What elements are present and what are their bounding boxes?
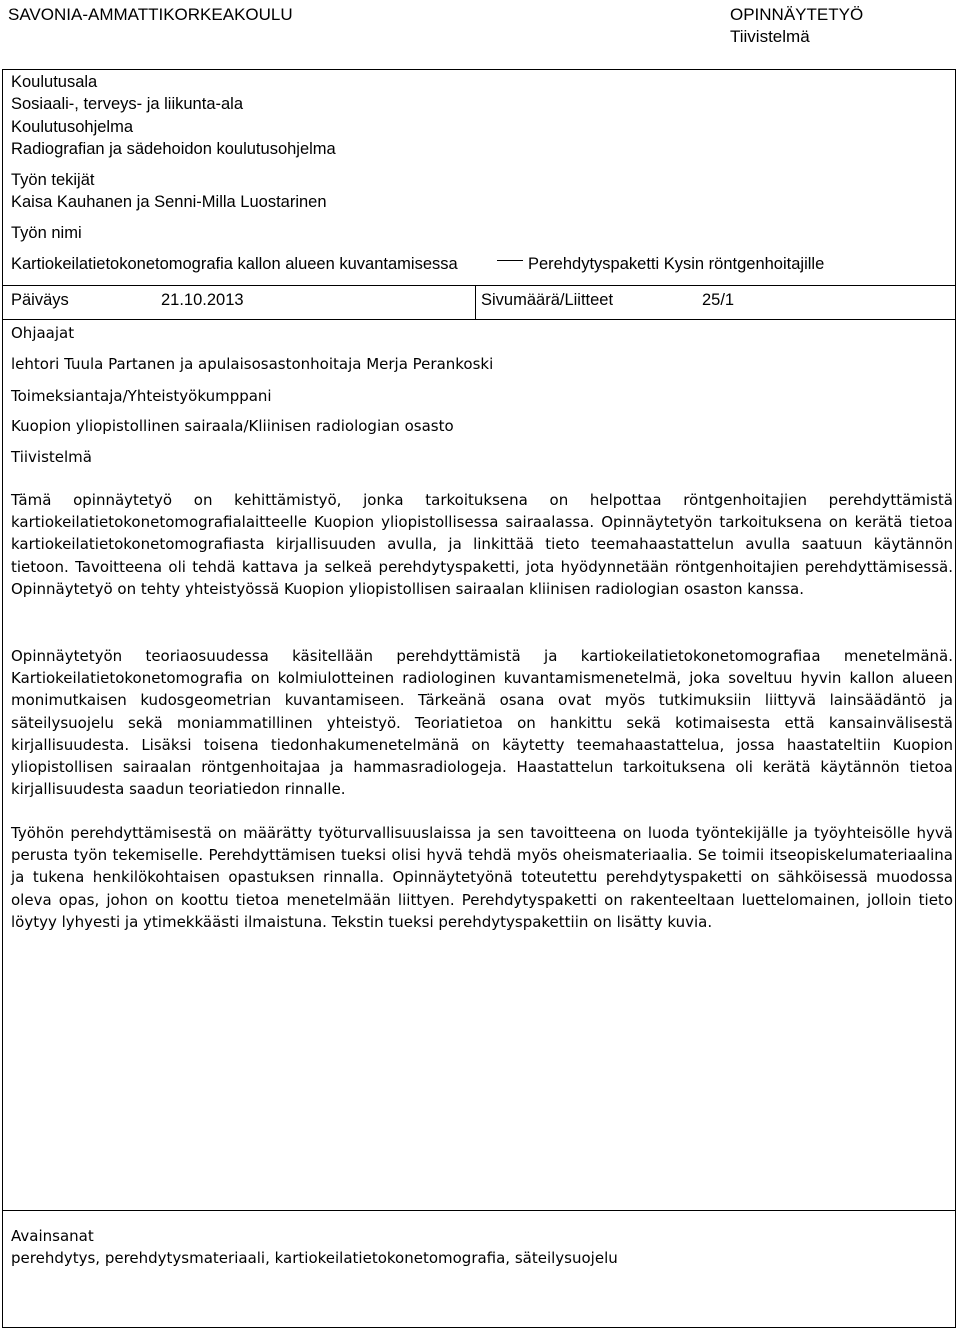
authors-value: Kaisa Kauhanen ja Senni-Milla Luostarinen [11, 193, 327, 211]
abstract-paragraph-3: Työhön perehdyttämisestä on määrätty työturvallisuuslaissa ja sen tavoitteena on luoda työntekijälle ja työyhteisölle hyvä perusta työn tekemiselle. Perehdyttämisen tueksi olisi hyvä tehdä myös oheismateriaalia. Se toimii itseopiskelumateriaalina ja tukena henkilökohtaisen opastuksen rinnalla. Opinnäytetyönä toteutettu perehdytyspaketti on sähköisessä muodossa oleva opas, johon on koottu tietoa menetelmään liittyen. Perehdytyspaketti on rakenteeltaan luettelomainen, jolloin tieto löytyy lyhyesti ja ytimekkäästi ilmaistuna. Tekstin tueksi perehdytyspakettiin on lisätty kuvia. [11, 824, 953, 931]
field-label: Koulutusala [11, 73, 98, 91]
date-value: 21.10.2013 [161, 291, 244, 309]
document-subtype-label: Tiivistelmä [730, 27, 810, 46]
thesis-title-part1: Kartiokeilatietokonetomografia kallon alueen kuvantamisessa [11, 255, 458, 273]
title-label: Työn nimi [11, 224, 82, 242]
keywords-value: perehdytys, perehdytysmateriaali, kartiokeilatietokonetomografia, säteilysuojelu [11, 1249, 618, 1267]
partner-label: Toimeksiantaja/Yhteistyökumppani [11, 387, 272, 405]
supervisors-value: lehtori Tuula Partanen ja apulaisosastonhoitaja Merja Perankoski [11, 355, 494, 373]
keywords-label: Avainsanat [11, 1227, 94, 1245]
abstract-paragraph-2: Opinnäytetyön teoriaosuudessa käsitellään perehdyttämistä ja kartiokeilatietokonetomografiaa menetelmänä. Kartiokeilatietokonetomografia on kolmiulotteinen radiologinen kuvantamismenetelmä, joka soveltuu hyvin kallon alueen monimutkaisen kudosgeometrian kuvantamiseen. Tärkeänä osana ovat myös tutkimuksiin liittyvä lainsäädäntö ja säteilysuojelu sekä moniammatillinen yhteistyö. Teoriatietoa on hankittu sekä kotimaisesta että kansainvälisestä kirjallisuudesta. Lisäksi toisena tiedonhakumenetelmänä on käytetty teemahaastattelua, jossa haastateltiin Kuopion yliopistollisen sairaalan röntgenhoitajaa ja hammasradiologeja. Haastattelun tarkoituksena oli kerätä käytännön tietoa kirjallisuudesta saadun teoriatiedon rinnalle. [11, 647, 953, 799]
document-type [730, 4, 863, 48]
date-label: Päiväys [11, 291, 69, 309]
partner-value: Kuopion yliopistollinen sairaala/Kliinisen radiologian osasto [11, 417, 454, 435]
supervisors-label: Ohjaajat [11, 324, 75, 342]
column-divider [475, 285, 476, 319]
thesis-title-part2: Perehdytyspaketti Kysin röntgenhoitajille [528, 255, 825, 273]
row-divider [3, 285, 955, 286]
document-type-label: OPINNÄYTETYÖ [730, 5, 864, 24]
row-divider [3, 1210, 955, 1211]
abstract-paragraph-1: Tämä opinnäytetyö on kehittämistyö, jonka tarkoituksena on helpottaa röntgenhoitajien perehdyttämistä kartiokeilatietokonetomografialaitteelle Kuopion yliopistollisessa sairaalassa. Opinnäytetyön tarkoituksena on kerätä tietoa kartiokeilatietokonetomografiasta kirjallisuuden avulla, ja linkittää tieto teemahaastattelun avulla saatuun käytännön tietoon. Tavoitteena oli tehdä kattava ja selkeä perehdytyspaketti, jota hyödynnetään röntgenhoitajien perehdyttämisessä. Opinnäytetyö on tehty yhteistyössä Kuopion yliopistollisen sairaalan kliinisen radiologian osaston kanssa. [11, 491, 953, 598]
title-dash [497, 260, 523, 261]
abstract-form [2, 69, 956, 1328]
row-divider [3, 319, 955, 320]
authors-label: Työn tekijät [11, 171, 95, 189]
programme-label: Koulutusohjelma [11, 118, 133, 136]
institution-name: SAVONIA-AMMATTIKORKEAKOULU [8, 5, 293, 24]
pages-value: 25/1 [702, 291, 735, 309]
programme-value: Radiografian ja sädehoidon koulutusohjelma [11, 140, 336, 158]
pages-label: Sivumäärä/Liitteet [481, 291, 614, 309]
field-value: Sosiaali-, terveys- ja liikunta-ala [11, 95, 244, 113]
abstract-label: Tiivistelmä [11, 448, 92, 466]
